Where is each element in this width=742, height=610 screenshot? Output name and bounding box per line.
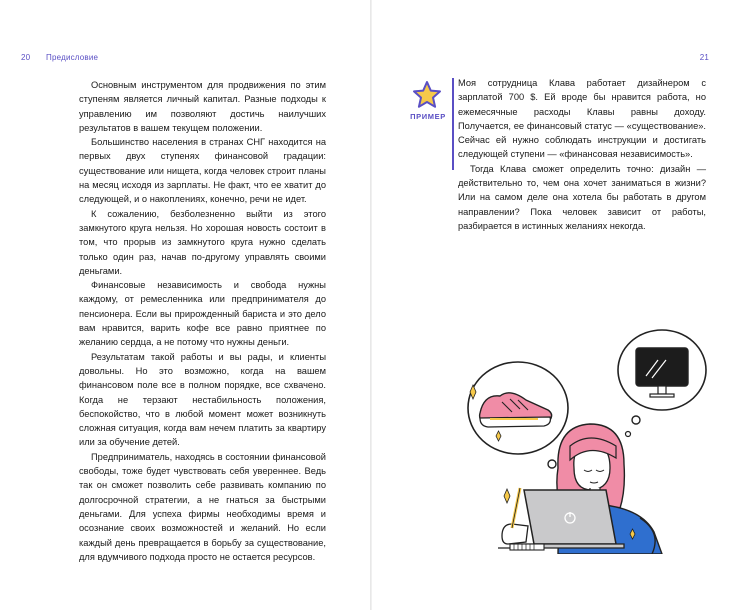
example-rule — [452, 78, 454, 170]
monitor-thought-bubble — [618, 330, 706, 437]
left-body-text — [79, 78, 326, 564]
page-number: 20 — [21, 53, 31, 62]
paragraph: Результатам такой работы и вы рады, и клиенты довольны. Но это возможно, когда на вашем финансовом поле все в полном порядке, все схвачено. Когда не терзают нестабильность положения, беспокойство, что в любой момент может возникнуть сложная ситуация, когда вам нечем платить за квартиру или за обучение детей. — [79, 351, 326, 448]
running-title: Предисловие — [46, 53, 99, 62]
sneaker-thought-bubble — [468, 362, 568, 481]
paragraph: Тогда Клава сможет определить точно: дизайн — действительно то, чем она хочет заниматься в жизни? Или на самом деле она хотела бы работать в другом направлении? Пока человек зависит от работы, разбирается в истинных желаниях некогда. — [458, 163, 706, 231]
page-number: 21 — [699, 53, 709, 62]
left-page — [0, 0, 370, 610]
paragraph: Основным инструментом для продвижения по этим ступеням является личный капитал. Разные подходы к управлению им позволяют достичь наилучших результатов в вашем текущем положении. — [79, 80, 326, 133]
paragraph: Финансовые независимость и свобода нужны каждому, от ремесленника или предпринимателя до пенсионера. Если вы прирожденный бариста и это дело вам нравится, варить кофе все равно приятнее по желанию сердца, а не потому что нужны деньги. — [79, 280, 326, 348]
paragraph: Моя сотрудница Клава работает дизайнером с зарплатой 700 $. Ей вроде бы нравится работа, но ежемесячные расходы Клавы равны доходу. Получается, ее финансовый статус — «существование». Сейчас ей нужно соблюдать инструкции и достигать следующей ступени — «финансовая независимость». — [458, 78, 706, 160]
star-icon — [412, 80, 442, 110]
paragraph: К сожалению, безболезненно выйти из этого замкнутого круга нельзя. Но хорошая новость состоит в том, что прорыв из замкнутого круга нужно сделать только один раз, начав по-другому управлять своими деньгами. — [79, 208, 326, 276]
paragraph: Предприниматель, находясь в состоянии финансовой свободы, тоже будет чувствовать себя увереннее. Ведь так он сможет позволить себе развивать компанию по долгосрочной стратегии, а не гнаться за быстрыми деньгами. Для успеха фирмы необходимы время и осознание своих возможностей и желаний. Но если каждый день превращается в борьбу за существование, для вдумчивого подхода просто не остается ресурсов. — [79, 451, 326, 562]
woman-at-laptop-illustration — [440, 318, 730, 554]
paragraph: Большинство населения в странах СНГ находится на первых двух ступенях финансовой градации: существование или нищета, когда человек строит планы на месяц исходя из зарплаты. Не факт, что ее хватит до следующей, и о накоплениях, конечно, речи не идет. — [79, 137, 326, 205]
sparkle-icon — [504, 489, 510, 503]
example-label: ПРИМЕР — [410, 112, 446, 121]
example-text — [458, 76, 706, 233]
